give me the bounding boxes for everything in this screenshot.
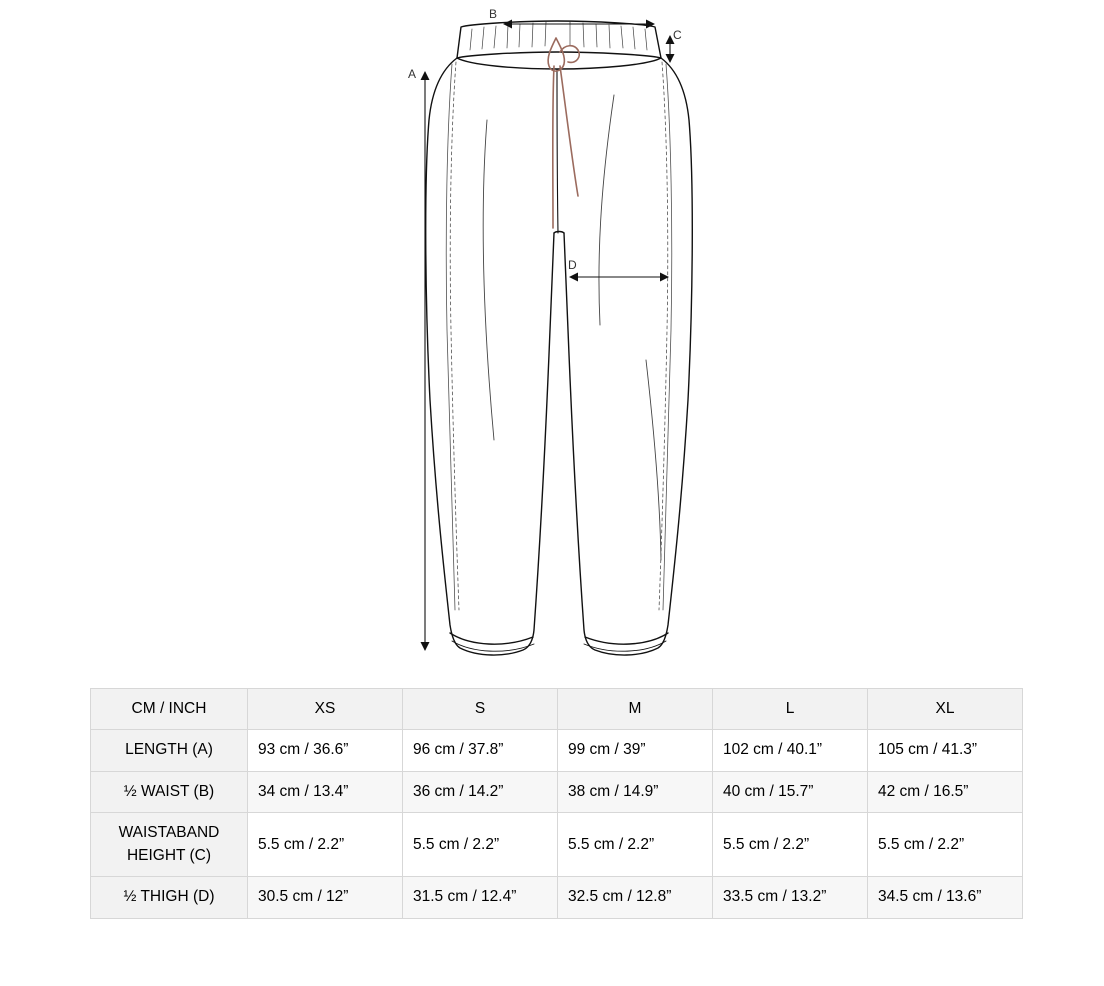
table-row [91, 877, 1023, 918]
size-header-xl: XL [868, 689, 1023, 730]
size-header-xs: XS [248, 689, 403, 730]
size-chart [90, 688, 1022, 919]
cell-waist-l: 40 cm / 15.7” [713, 771, 868, 812]
dimension-arrows [425, 24, 670, 650]
table-header-row [91, 689, 1023, 730]
cell-length-s: 96 cm / 37.8” [403, 730, 558, 771]
cell-waist-xs: 34 cm / 13.4” [248, 771, 403, 812]
cell-waist-s: 36 cm / 14.2” [403, 771, 558, 812]
dimension-label-c: C [673, 28, 682, 42]
row-label-length: LENGTH (A) [91, 730, 248, 771]
cell-waist-m: 38 cm / 14.9” [558, 771, 713, 812]
cell-length-xl: 105 cm / 41.3” [868, 730, 1023, 771]
cell-waist-xl: 42 cm / 16.5” [868, 771, 1023, 812]
cell-waistband-xl: 5.5 cm / 2.2” [868, 813, 1023, 877]
cell-thigh-xs: 30.5 cm / 12” [248, 877, 403, 918]
cell-length-l: 102 cm / 40.1” [713, 730, 868, 771]
row-label-half-waist: ½ WAIST (B) [91, 771, 248, 812]
cell-thigh-l: 33.5 cm / 13.2” [713, 877, 868, 918]
dimension-label-d: D [568, 258, 577, 272]
pants-outline [426, 21, 693, 655]
cell-thigh-xl: 34.5 cm / 13.6” [868, 877, 1023, 918]
cell-thigh-s: 31.5 cm / 12.4” [403, 877, 558, 918]
cell-waistband-xs: 5.5 cm / 2.2” [248, 813, 403, 877]
cell-waistband-m: 5.5 cm / 2.2” [558, 813, 713, 877]
size-header-l: L [713, 689, 868, 730]
dimension-label-a: A [408, 67, 417, 81]
table-row [91, 730, 1023, 771]
cell-thigh-m: 32.5 cm / 12.8” [558, 877, 713, 918]
size-header-m: M [558, 689, 713, 730]
unit-header: CM / INCH [91, 689, 248, 730]
dimension-label-b: B [489, 7, 498, 21]
table-row [91, 771, 1023, 812]
size-header-s: S [403, 689, 558, 730]
cell-length-m: 99 cm / 39” [558, 730, 713, 771]
cell-waistband-s: 5.5 cm / 2.2” [403, 813, 558, 877]
cell-waistband-l: 5.5 cm / 2.2” [713, 813, 868, 877]
table-row [91, 813, 1023, 877]
row-label-half-thigh: ½ THIGH (D) [91, 877, 248, 918]
cell-length-xs: 93 cm / 36.6” [248, 730, 403, 771]
row-label-waistband-height: WAISTABAND HEIGHT (C) [91, 813, 248, 877]
size-table [90, 688, 1023, 919]
